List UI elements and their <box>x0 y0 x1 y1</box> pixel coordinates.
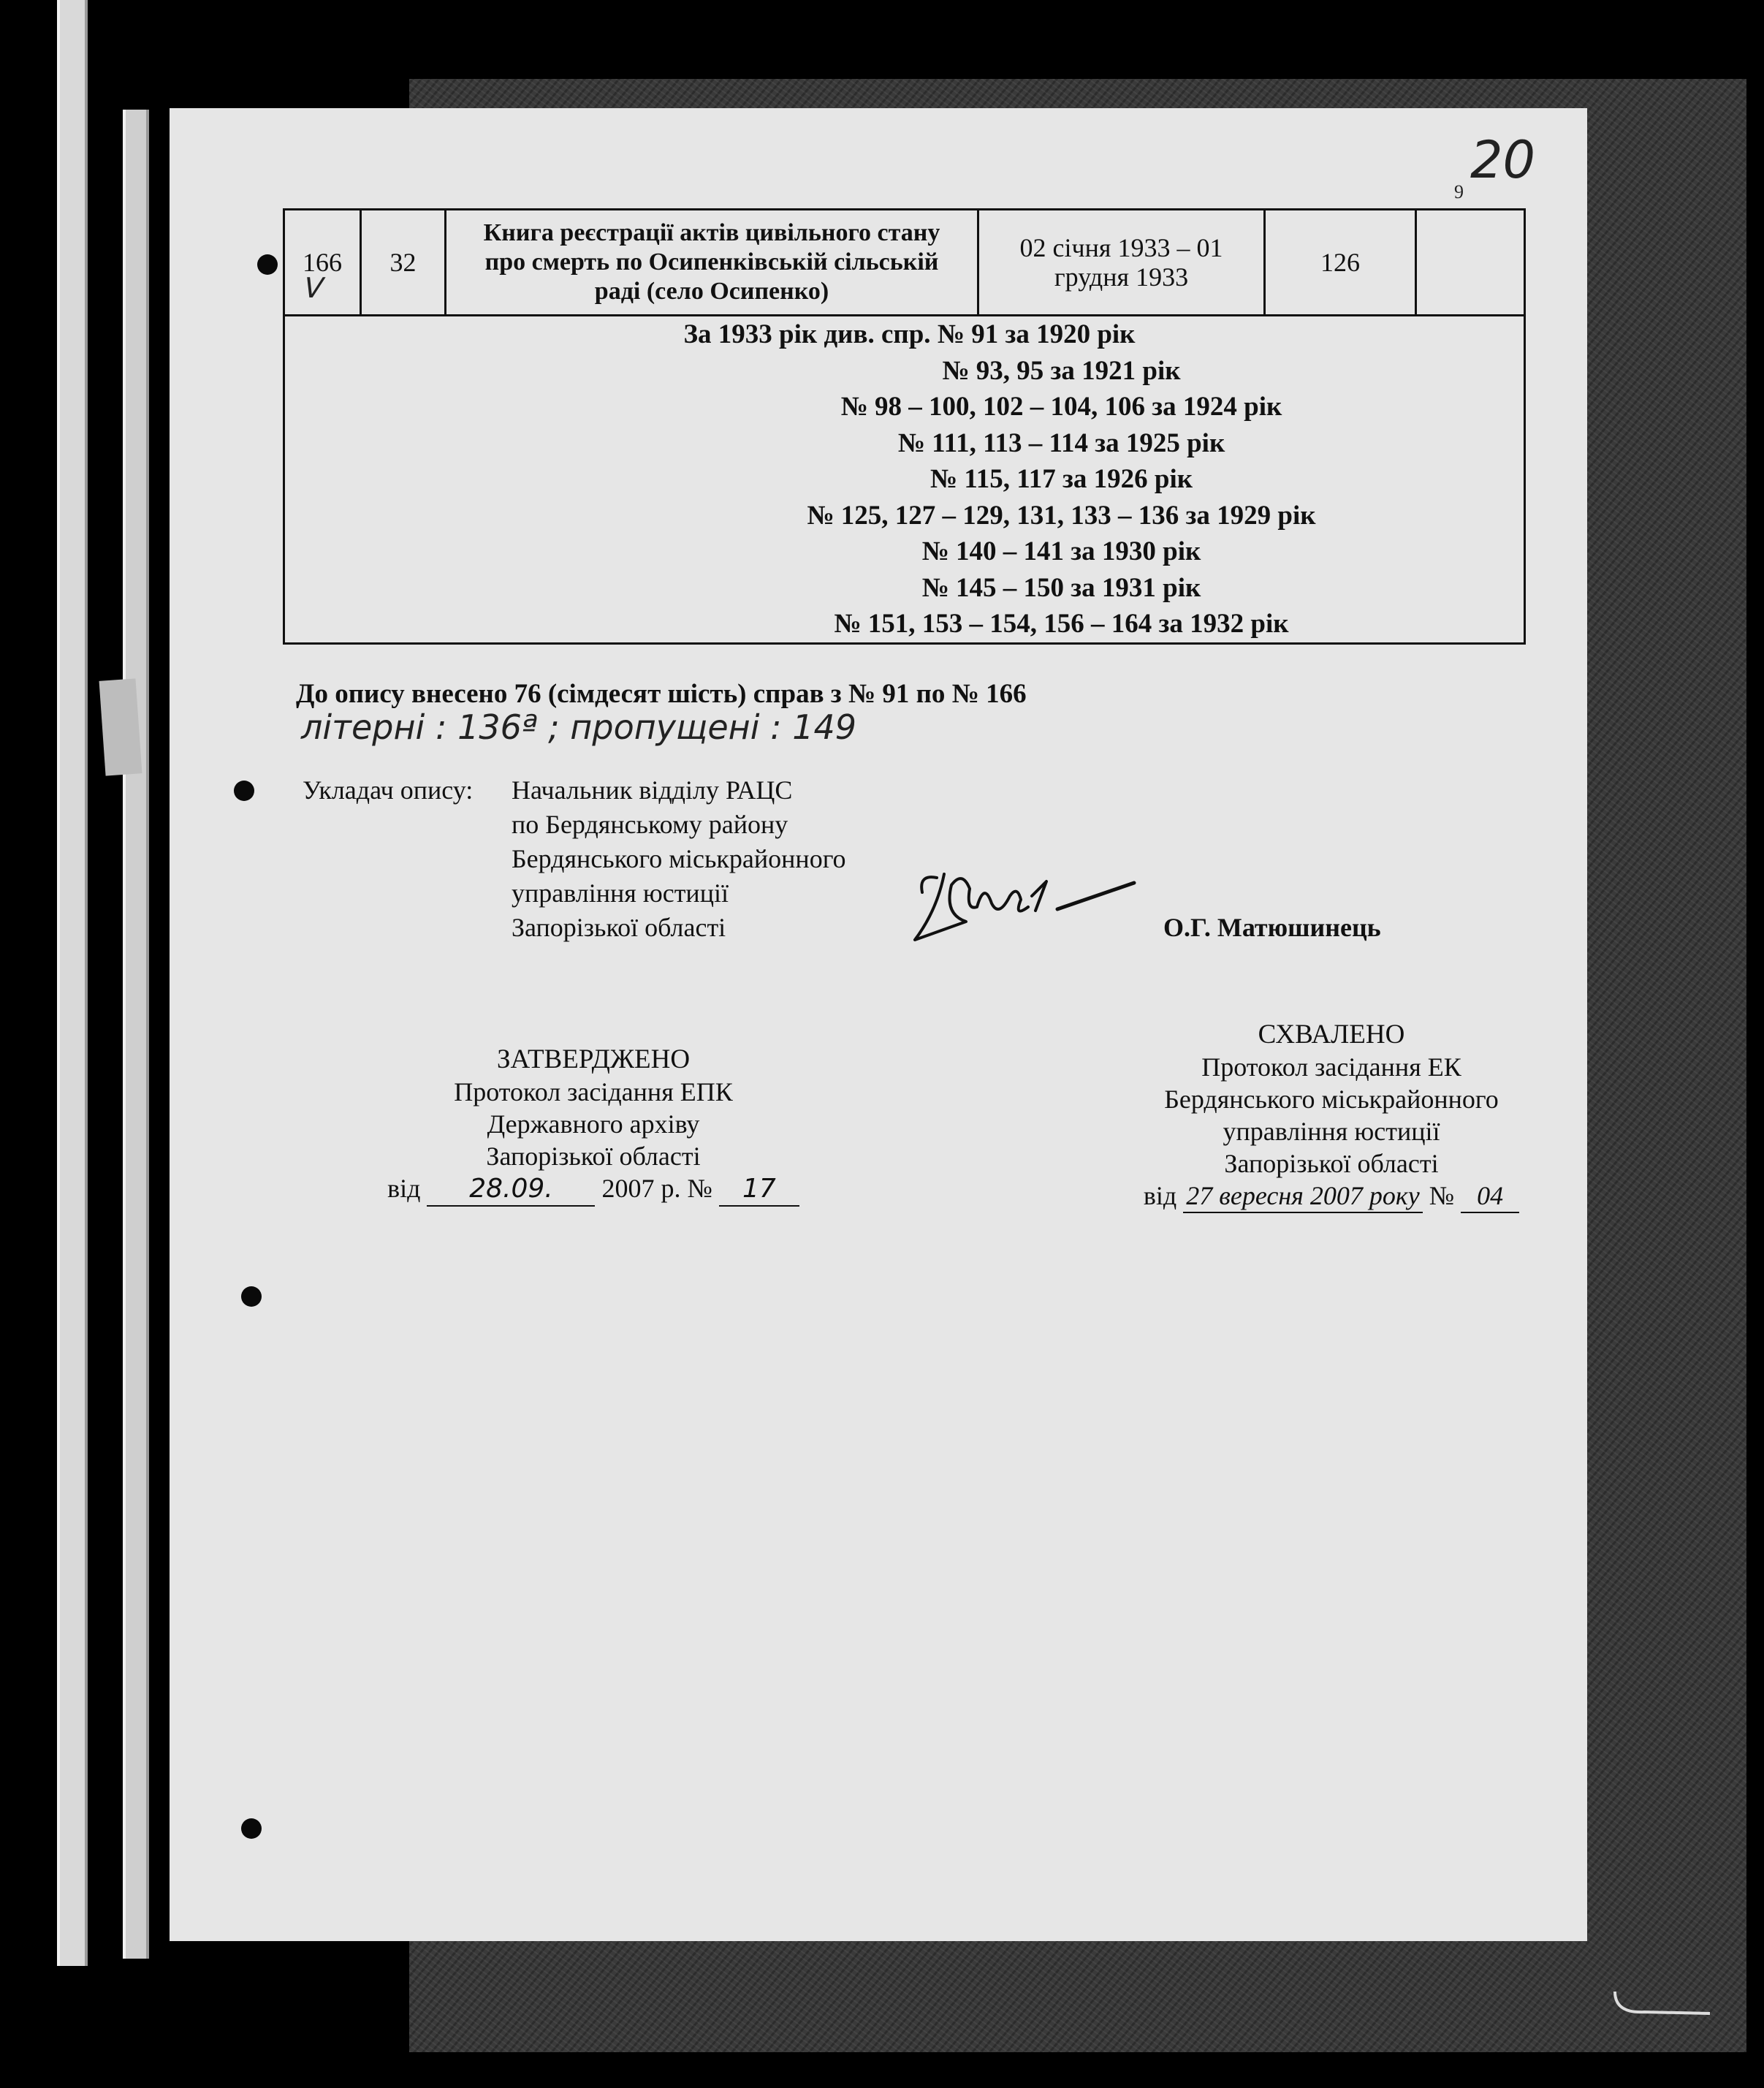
signature <box>893 852 1156 954</box>
approved-date-value: 28.09. <box>427 1173 595 1207</box>
agreed-date-prefix: від <box>1143 1181 1177 1210</box>
agreed-line: управління юстиції <box>1223 1117 1440 1146</box>
table-row <box>284 316 1525 644</box>
reference-line: № 98 – 100, 102 – 104, 106 за 1924 рік <box>840 392 1282 422</box>
agreed-number-label: № <box>1429 1181 1455 1210</box>
approved-date-line <box>301 1172 886 1207</box>
approved-number-value: 17 <box>719 1173 799 1207</box>
folio-number: 20 <box>1470 130 1536 190</box>
references-cell <box>284 316 1525 644</box>
punch-hole <box>234 781 254 801</box>
reference-line: № 151, 153 – 154, 156 – 164 за 1932 рік <box>834 609 1289 639</box>
check-mark: V <box>300 272 327 304</box>
document-page <box>170 108 1587 1941</box>
table-row <box>284 210 1525 316</box>
reference-line: № 115, 117 за 1926 рік <box>929 464 1193 494</box>
approved-heading: ЗАТВЕРДЖЕНО <box>496 1044 691 1074</box>
punch-hole <box>241 1286 262 1307</box>
approved-date-suffix: 2007 р. № <box>601 1174 712 1203</box>
reference-line: № 145 – 150 за 1931 рік <box>921 572 1201 603</box>
reference-line: № 140 – 141 за 1930 рік <box>921 536 1201 566</box>
record-note <box>1416 210 1525 316</box>
agreed-date-value: 27 вересня 2007 року <box>1183 1180 1423 1213</box>
record-number: 166 <box>303 248 342 277</box>
approved-line: Державного архіву <box>487 1109 700 1139</box>
approved-line: Запорізької області <box>486 1142 701 1171</box>
sheet-count: 32 <box>361 210 446 316</box>
agreed-heading: СХВАЛЕНО <box>1258 1020 1405 1049</box>
position-line: Бердянського міськрайонного <box>512 844 846 873</box>
punch-hole <box>241 1818 262 1839</box>
agreed-number-value: 04 <box>1461 1180 1519 1213</box>
approved-block <box>301 1044 886 1207</box>
punch-hole <box>257 254 278 275</box>
agreed-line: Запорізької області <box>1224 1149 1439 1178</box>
reference-line: № 125, 127 – 129, 131, 133 – 136 за 1929 рік <box>807 500 1316 531</box>
scan-corner-mark <box>1608 1984 1725 2035</box>
handwritten-note: літерні : 136ª ; пропущені : 149 <box>301 707 857 747</box>
inventory-summary: До опису внесено 76 (сімдесят шість) справ з № 91 по № 166 <box>296 679 1027 709</box>
inventory-table <box>283 208 1526 645</box>
position-line: Начальник відділу РАЦС <box>512 775 793 805</box>
agreed-line: Бердянського міськрайонного <box>1164 1085 1499 1114</box>
agreed-line: Протокол засідання ЕК <box>1201 1052 1461 1082</box>
approved-date-prefix: від <box>387 1174 421 1203</box>
agreed-block <box>1010 1019 1653 1213</box>
position-line: Запорізької області <box>512 913 726 942</box>
reference-line: За 1933 рік див. спр. № 91 за 1920 рік <box>683 319 1136 349</box>
compiler-name: О.Г. Матюшинець <box>1163 913 1381 942</box>
record-number-cell <box>284 210 361 316</box>
record-dates: 02 січня 1933 – 01 грудня 1933 <box>978 210 1265 316</box>
compiler-position <box>512 773 846 945</box>
compiler-label: Укладач опису: <box>303 775 474 805</box>
approved-line: Протокол засідання ЕПК <box>454 1077 733 1106</box>
reference-line: № 111, 113 – 114 за 1925 рік <box>897 428 1225 458</box>
binding-strip <box>57 0 88 1966</box>
record-title: Книга реєстрації актів цивільного стану про смерть по Осипенківській сільській раді (село Осипенко) <box>446 210 978 316</box>
record-pages: 126 <box>1265 210 1416 316</box>
position-line: по Бердянському району <box>512 810 788 839</box>
page-number: 9 <box>1454 181 1464 202</box>
binding-strip <box>123 110 149 1959</box>
adhesive-tape <box>99 678 142 775</box>
reference-line: № 93, 95 за 1921 рік <box>942 355 1181 386</box>
agreed-date-line <box>1010 1180 1653 1213</box>
position-line: управління юстиції <box>512 878 729 908</box>
